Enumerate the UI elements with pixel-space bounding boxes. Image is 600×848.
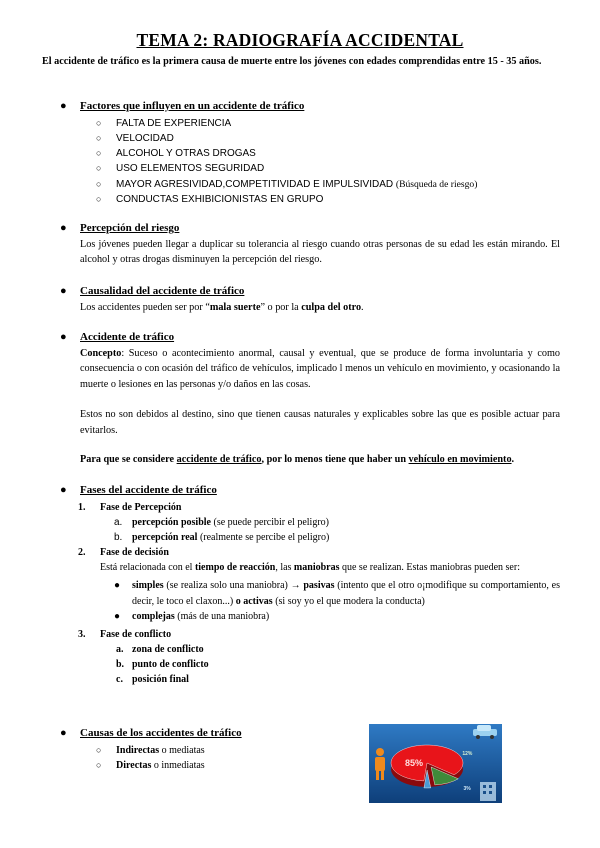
bullet-icon: ●: [114, 580, 121, 592]
fase-percepcion-title: 1. Fase de Percepción: [78, 501, 182, 513]
causalidad-text: Los accidentes pueden ser por “mala suerte” o por la culpa del otro.: [80, 301, 364, 313]
list-item: b. punto de conflicto: [116, 658, 209, 670]
building-icon: [480, 782, 496, 801]
list-item: ○ CONDUCTAS EXHIBICIONISTAS EN GRUPO: [96, 192, 560, 207]
fase-decision-text: Está relacionada con el tiempo de reacción, las maniobras que se realizan. Estas maniobras pueden ser:: [100, 561, 520, 573]
destino-paragraph: Estos no son debidos al destino, sino que tienen causas naturales y explicables sobre las que es posible actuar para evitarlos.: [80, 408, 560, 436]
list-item: ○ MAYOR AGRESIVIDAD,COMPETITIVIDAD E IMPULSIVIDAD (Búsqueda de riesgo): [96, 177, 560, 192]
list-item: c. posición final: [116, 673, 189, 685]
circle-bullet-icon: ○: [96, 117, 102, 128]
section-causalidad: [60, 284, 560, 315]
section-heading-accidente: ● Accidente de tráfico: [60, 330, 560, 346]
circle-bullet-icon: ○: [96, 163, 102, 174]
percepcion-text: Los jóvenes pueden llegar a duplicar su tolerancia al riesgo cuando otras personas de su edad les están mirando. El alcohol y otras drogas disminuyen la percepción del riesgo.: [80, 238, 560, 266]
section-heading-percepcion: ● Percepción del riesgo: [60, 221, 560, 237]
section-causas: [60, 726, 340, 773]
section-accidente: [60, 330, 560, 468]
list-item: ● complejas (más de una maniobra): [60, 609, 560, 625]
list-item: ○ Directas o inmediatas: [96, 758, 340, 773]
bullet-icon: ●: [60, 100, 67, 112]
bullet-icon: ●: [60, 222, 67, 234]
section-percepcion: [60, 221, 560, 268]
circle-bullet-icon: ○: [96, 148, 102, 159]
document-title: TEMA 2: RADIOGRAFÍA ACCIDENTAL: [136, 30, 464, 50]
circle-bullet-icon: ○: [96, 193, 102, 204]
section-heading-factores: ● Factores que influyen en un accidente de tráfico: [60, 99, 560, 115]
list-item: ○ ALCOHOL Y OTRAS DROGAS: [96, 146, 560, 161]
pie-data-label: 85%: [405, 758, 424, 768]
section-heading-causalidad: ● Causalidad del accidente de tráfico: [60, 284, 560, 300]
condicion-paragraph: Para que se considere accidente de tráfico, por lo menos tiene que haber un vehículo en movimiento.: [80, 454, 515, 466]
section-factores: [60, 99, 560, 207]
factores-list: [60, 116, 560, 208]
pie-chart: [369, 724, 502, 803]
concepto-paragraph: Concepto: Suceso o acontecimiento anormal, causal y eventual, que se produce de forma involuntaria y como consecuencia o con ocasión del tráfico de vehículos, implicado l menos un vehículo en movimiento, y ocasionando la muerte o lesiones en las personas y/o daños en las cosas.: [80, 347, 560, 391]
circle-bullet-icon: ○: [96, 759, 102, 770]
list-item: ○ Indirectas o mediatas: [96, 743, 340, 758]
list-item: a. percepción posible (se puede percibir el peligro): [114, 516, 329, 528]
list-item: ● simples (se realiza solo una maniobra) → pasivas (intento que el otro o¡modifique su comportamiento, es decir, le toco el claxon...) o activas (si soy yo el que modera la conducta): [114, 580, 560, 607]
section-heading-causas: ● Causas de los accidentes de tráfico: [60, 726, 340, 742]
list-item: ○ VELOCIDAD: [96, 131, 560, 146]
list-item: a. zona de conflicto: [116, 643, 204, 655]
section-fases: [60, 483, 560, 687]
pie-data-label: 12%: [462, 750, 473, 757]
list-item: ○ FALTA DE EXPERIENCIA: [96, 116, 560, 131]
bullet-icon: ●: [60, 727, 67, 739]
section-heading-fases: ● Fases del accidente de tráfico: [60, 483, 560, 499]
list-item: b. percepción real (realmente se percibe el peligro): [114, 531, 330, 543]
list-item: ○ USO ELEMENTOS SEGURIDAD: [96, 161, 560, 176]
bullet-icon: ●: [60, 331, 67, 343]
fase-conflicto-title: 3. Fase de conflicto: [78, 628, 172, 640]
intro-paragraph: El accidente de tráfico es la primera causa de muerte entre los jóvenes con edades comprendidas entre 15 - 35 años.: [42, 56, 542, 67]
circle-bullet-icon: ○: [96, 178, 102, 189]
causas-list: [60, 743, 340, 774]
bullet-icon: ●: [60, 484, 67, 496]
bullet-icon: ●: [60, 285, 67, 297]
pie-data-label: 3%: [463, 785, 471, 792]
circle-bullet-icon: ○: [96, 744, 102, 755]
circle-bullet-icon: ○: [96, 132, 102, 143]
fase-decision-title: 2. Fase de decisión: [78, 546, 169, 558]
bullet-icon: ●: [114, 611, 121, 623]
